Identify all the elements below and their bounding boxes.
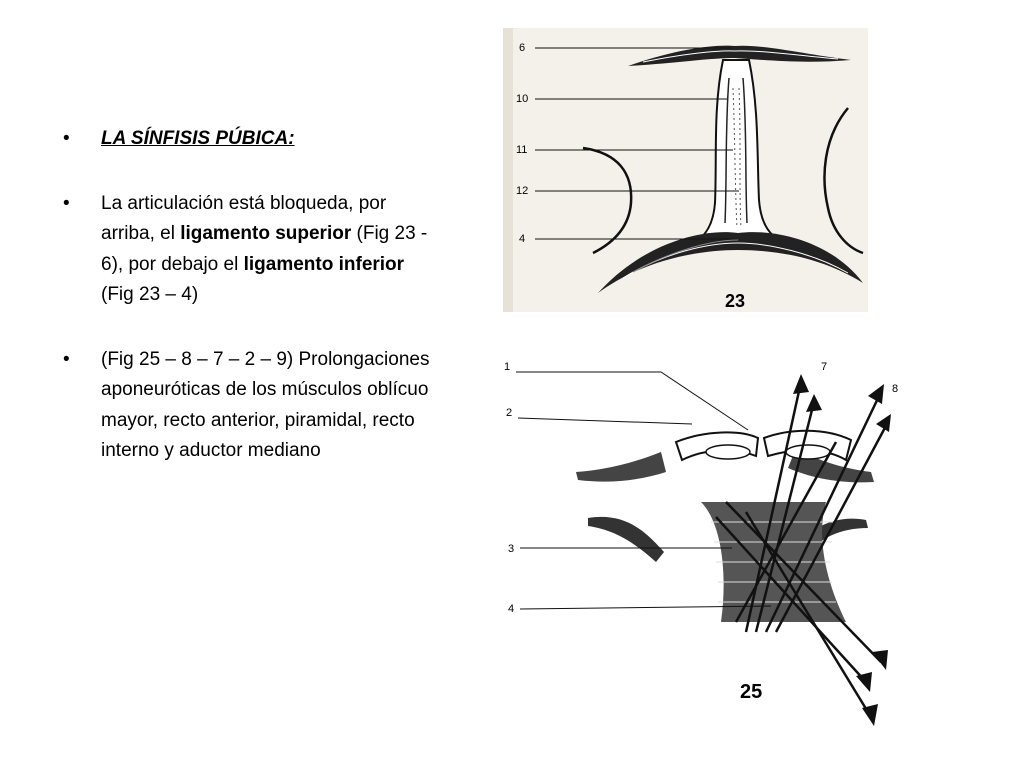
bullet-text <box>101 193 427 306</box>
bold-term-inferior: ligamento inferior <box>243 253 405 275</box>
callout-10: 10 <box>516 93 529 105</box>
callout-4: 4 <box>508 603 515 615</box>
callout-8: 8 <box>892 383 899 395</box>
figure-23-drawing <box>503 28 868 312</box>
callout-11: 11 <box>516 144 528 156</box>
section-heading: LA SÍNFISIS PÚBICA: <box>101 128 295 149</box>
text-segment: (Fig 23 - 6), por debajo el <box>101 223 428 275</box>
callout-4: 4 <box>519 233 526 245</box>
text-segment: (Fig 23 – 4) <box>101 284 199 305</box>
bullet-list <box>63 124 433 501</box>
bullet-text: (Fig 25 – 8 – 7 – 2 – 9) Prolongaciones aponeuróticas de los músculos oblícuo mayor, recto anterior, piramidal, recto interno y aductor mediano <box>101 348 430 461</box>
callout-3: 3 <box>508 543 515 555</box>
figure-number-25: 25 <box>740 681 763 703</box>
bullet-marker: • <box>63 192 70 214</box>
text-segment: La articulación está bloqueda, por arriba, el <box>101 192 387 244</box>
figure-number-23: 23 <box>725 291 746 311</box>
callout-1: 1 <box>504 361 511 373</box>
callout-7: 7 <box>821 361 828 373</box>
bullet-marker: • <box>63 348 70 370</box>
bullet-marker: • <box>63 128 70 149</box>
bullet-ligaments <box>63 189 433 311</box>
callout-12: 12 <box>516 185 529 197</box>
callout-6: 6 <box>519 42 526 54</box>
figure-25-illustration <box>496 352 914 732</box>
figure-23-illustration <box>503 28 868 312</box>
callout-2: 2 <box>506 407 513 419</box>
figure-25-drawing <box>496 352 914 732</box>
bullet-heading <box>63 124 433 155</box>
bold-term-superior: ligamento superior <box>180 223 352 244</box>
bullet-aponeurotic <box>63 345 433 467</box>
